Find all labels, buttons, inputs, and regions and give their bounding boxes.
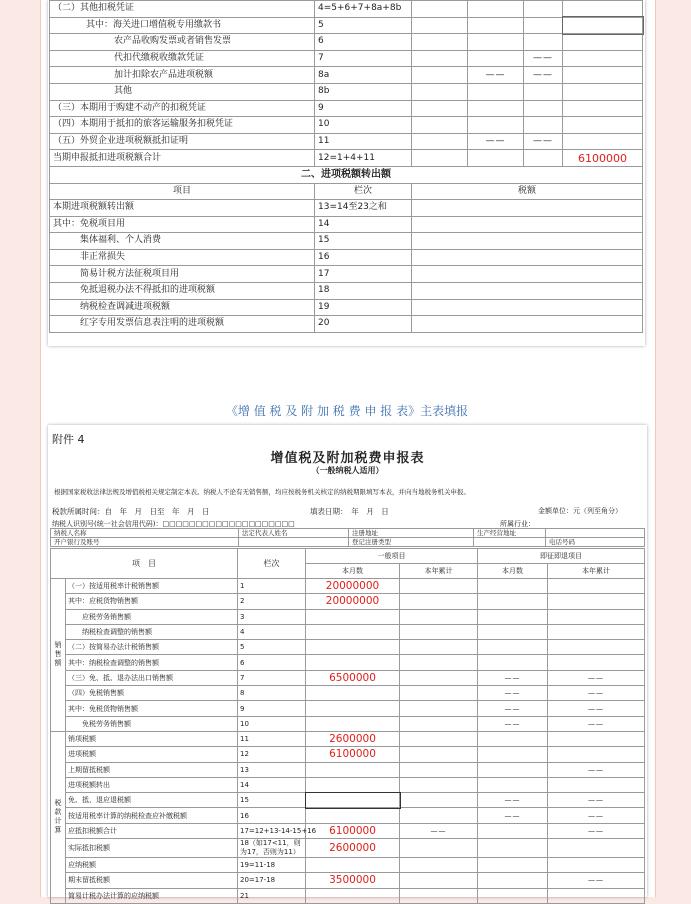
table-row [50,83,643,100]
refund-year-cell[interactable] [548,747,645,762]
row-col: 17 [315,266,412,283]
refund-year-cell[interactable]: —— [548,762,645,777]
table-row [50,100,643,117]
row-col: 10 [238,716,306,731]
row-amount[interactable] [563,117,643,134]
row-item: 上期留抵税额 [66,762,238,777]
biz-addr-label: 生产经营地址 [474,529,546,538]
general-month-cell[interactable] [306,701,400,716]
general-year-cell[interactable] [400,655,478,670]
table-row [51,888,645,903]
row-cell[interactable] [524,100,563,117]
row-amount[interactable] [563,17,643,34]
refund-month-cell[interactable]: —— [478,808,548,823]
row-amount[interactable] [412,266,643,283]
general-year-cell[interactable]: —— [400,823,478,838]
reg-addr-label: 注册地址 [349,529,474,538]
row-col: 21 [238,888,306,903]
row-item: 进项税额 [66,747,238,762]
group-tax-label: 税款计算 [51,731,66,903]
form-title: 增值税及附加税费申报表 [270,451,425,466]
head-item: 项 目 [51,549,238,579]
row-col: 20=17-18 [238,873,306,888]
row-cell[interactable] [468,83,524,100]
refund-month-cell[interactable] [478,655,548,670]
table-row [51,701,645,716]
header-amount: 税额 [412,183,643,199]
row-cell[interactable] [524,117,563,134]
table-row [51,670,645,685]
group-sales-label: 销售额 [51,579,66,732]
row-col: 4 [238,624,306,639]
general-month-cell[interactable] [306,640,400,655]
row-cell[interactable] [524,150,563,167]
head-general-month: 本月数 [306,564,400,579]
refund-month-cell[interactable] [478,762,548,777]
refund-year-cell[interactable] [548,858,645,873]
general-month-cell[interactable]: 3500000 [306,873,400,888]
row-amount[interactable] [563,83,643,100]
table-row [51,579,645,594]
row-col: 11 [315,133,412,150]
table-row [51,624,645,639]
table-row [51,655,645,670]
general-month-cell[interactable] [306,609,400,624]
general-year-cell[interactable] [400,640,478,655]
row-col: 14 [238,777,306,792]
general-month-cell[interactable] [306,624,400,639]
row-col: 10 [315,117,412,134]
table-row [50,266,643,283]
general-month-cell[interactable] [306,888,400,903]
header-item: 项目 [50,183,315,199]
row-cell[interactable] [468,50,524,67]
row-item: 简易计税办法计算的应纳税额 [66,888,238,903]
row-item: 免税劳务销售额 [66,716,238,731]
refund-year-cell[interactable]: —— [548,686,645,701]
row-amount[interactable] [563,50,643,67]
row-cell[interactable] [412,1,468,18]
row-col: 3 [238,609,306,624]
bank-label: 开户银行及账号 [51,538,239,547]
row-col: 7 [315,50,412,67]
row-cell[interactable] [468,150,524,167]
refund-month-cell[interactable] [478,747,548,762]
table-row [50,249,643,266]
taxpayer-id: 纳税人识别号(统一社会信用代码)：□□□□□□□□□□□□□□□□□□□□ [52,520,295,528]
head-refund-year: 本年累计 [548,564,645,579]
header-col: 栏次 [315,183,412,199]
row-col: 5 [238,640,306,655]
vat-main-table [50,548,645,904]
refund-month-cell[interactable] [478,624,548,639]
row-amount[interactable]: 6100000 [563,150,643,167]
refund-month-cell[interactable] [478,640,548,655]
row-cell[interactable]: —— [524,67,563,84]
table-row [51,873,645,888]
row-item: 其中：免税货物销售额 [66,701,238,716]
table-row [50,199,643,216]
row-cell[interactable] [524,17,563,34]
row-cell[interactable] [412,50,468,67]
table-row [51,686,645,701]
table-row [50,17,643,34]
general-month-cell[interactable] [306,793,400,808]
general-year-cell[interactable] [400,888,478,903]
refund-month-cell[interactable] [478,873,548,888]
fill-date: 填表日期： 年 月 日 [310,507,389,516]
vat-form-sheet [48,425,647,900]
refund-year-cell[interactable]: —— [548,823,645,838]
general-year-cell[interactable] [400,624,478,639]
row-col: 18 [315,282,412,299]
row-item: 期末留抵税额 [66,873,238,888]
row-col: 20 [315,316,412,333]
row-item: 实际抵扣税额 [66,839,238,858]
row-item: 其中：纳税检查调整的销售额 [66,655,238,670]
refund-month-cell[interactable]: —— [478,716,548,731]
row-cell[interactable] [468,17,524,34]
row-col: 9 [315,100,412,117]
row-amount[interactable] [412,316,643,333]
row-item: 其他 [50,83,315,100]
general-year-cell[interactable] [400,777,478,792]
refund-year-cell[interactable] [548,579,645,594]
phone-label: 电话号码 [546,538,645,547]
row-col: 14 [315,216,412,233]
general-month-cell[interactable] [306,858,400,873]
row-amount[interactable] [563,100,643,117]
general-month-cell[interactable]: 2600000 [306,839,400,858]
form-subtitle: （一般纳税人适用） [311,466,384,475]
row-col: 19=11-18 [238,858,306,873]
refund-year-cell[interactable] [548,609,645,624]
row-cell[interactable] [412,17,468,34]
refund-month-cell[interactable]: —— [478,701,548,716]
refund-month-cell[interactable]: —— [478,686,548,701]
table-row [51,594,645,609]
attachment-label: 附件 4 [52,433,85,446]
table-row [50,67,643,84]
table-row [50,299,643,316]
amount-unit: 金额单位：元（列至角分） [538,507,622,515]
section-caption: 《增 值 税 及 附 加 税 费 申 报 表》主表填报 [225,404,469,418]
general-month-cell[interactable]: 20000000 [306,579,400,594]
table-row [50,150,643,167]
general-month-cell[interactable] [306,655,400,670]
refund-month-cell[interactable] [478,579,548,594]
general-year-cell[interactable] [400,701,478,716]
head-general: 一般项目 [306,549,478,564]
head-general-year: 本年累计 [400,564,478,579]
row-item: 其中：免税项目用 [50,216,315,233]
row-cell[interactable]: —— [468,67,524,84]
refund-year-cell[interactable]: —— [548,716,645,731]
general-year-cell[interactable] [400,762,478,777]
table-row [50,233,643,250]
row-amount[interactable] [412,299,643,316]
table-row [50,117,643,134]
row-item: 集体福利、个人消费 [50,233,315,250]
reg-type-label: 登记注册类型 [349,538,474,547]
general-month-cell[interactable] [306,762,400,777]
table-row [51,747,645,762]
taxpayer-name-label: 纳税人名称 [51,529,239,538]
refund-year-cell[interactable] [548,839,645,858]
row-amount[interactable] [412,249,643,266]
row-cell[interactable] [524,34,563,51]
table-row [51,823,645,838]
general-year-cell[interactable] [400,731,478,746]
refund-year-cell[interactable]: —— [548,808,645,823]
row-cell[interactable] [412,83,468,100]
row-col: 13=14至23之和 [315,199,412,216]
general-month-cell[interactable]: 2600000 [306,731,400,746]
row-amount[interactable] [563,133,643,150]
table-row [50,50,643,67]
table-row [51,777,645,792]
row-cell[interactable] [412,150,468,167]
general-month-cell[interactable]: 6500000 [306,670,400,685]
table-row [51,640,645,655]
head-refund-month: 本月数 [478,564,548,579]
section-title: 二、进项税额转出额 [50,166,643,183]
refund-month-cell[interactable] [478,777,548,792]
general-month-cell[interactable] [306,686,400,701]
row-cell[interactable]: —— [468,133,524,150]
table-row [50,282,643,299]
row-item: 应抵扣税额合计 [66,823,238,838]
general-year-cell[interactable] [400,858,478,873]
table-row [51,762,645,777]
row-item: （三）免、抵、退办法出口销售额 [66,670,238,685]
table-row [51,716,645,731]
general-month-cell[interactable]: 20000000 [306,594,400,609]
refund-month-cell[interactable] [478,609,548,624]
refund-month-cell[interactable]: —— [478,670,548,685]
row-amount[interactable] [563,34,643,51]
refund-month-cell[interactable] [478,594,548,609]
row-col: 2 [238,594,306,609]
row-item: （二）按简易办法计税销售额 [66,640,238,655]
industry-label: 所属行业： [500,520,535,528]
general-year-cell[interactable] [400,670,478,685]
general-month-cell[interactable]: 6100000 [306,823,400,838]
refund-month-cell[interactable] [478,823,548,838]
refund-year-cell[interactable] [548,594,645,609]
table-row [51,808,645,823]
refund-month-cell[interactable] [478,888,548,903]
row-item: （五）外贸企业进项税额抵扣证明 [50,133,315,150]
row-item: 纳税检查调整的销售额 [66,624,238,639]
refund-month-cell[interactable]: —— [478,793,548,808]
row-amount[interactable] [412,282,643,299]
row-col: 16 [238,808,306,823]
refund-year-cell[interactable]: —— [548,793,645,808]
row-col: 6 [238,655,306,670]
row-col: 6 [315,34,412,51]
deduction-voucher-table [49,0,643,167]
row-item: 纳税检查调减进项税额 [50,299,315,316]
general-year-cell[interactable] [400,594,478,609]
row-cell[interactable] [412,34,468,51]
row-col: 13 [238,762,306,777]
general-year-cell[interactable] [400,686,478,701]
refund-month-cell[interactable] [478,731,548,746]
refund-month-cell[interactable] [478,839,548,858]
row-col: 5 [315,17,412,34]
row-cell[interactable]: —— [524,50,563,67]
row-amount[interactable] [563,67,643,84]
row-col: 15 [238,793,306,808]
refund-year-cell[interactable] [548,777,645,792]
row-item: 红字专用发票信息表注明的进项税额 [50,316,315,333]
row-col: 7 [238,670,306,685]
row-item: （一）按适用税率计税销售额 [66,579,238,594]
input-tax-transfer-table [49,166,643,333]
row-col: 8 [238,686,306,701]
row-col: 16 [315,249,412,266]
general-year-cell[interactable] [400,609,478,624]
table-row [51,858,645,873]
row-cell[interactable] [412,100,468,117]
row-cell[interactable] [412,133,468,150]
row-item: 其中：应税货物销售额 [66,594,238,609]
row-item: 免抵退税办法不得抵扣的进项税额 [50,282,315,299]
row-amount[interactable] [412,216,643,233]
general-month-cell[interactable]: 6100000 [306,747,400,762]
table-row [51,839,645,858]
row-col: 8a [315,67,412,84]
table-row [51,731,645,746]
table-row [50,34,643,51]
row-col: 19 [315,299,412,316]
row-cell[interactable] [468,1,524,18]
row-col: 18（如17<11，则为17，否则为11） [238,839,306,858]
row-col: 8b [315,83,412,100]
legal-rep-label: 法定代表人姓名 [239,529,349,538]
row-item: 当期申报抵扣进项税额合计 [50,150,315,167]
table-row [50,1,643,18]
row-col: 4=5+6+7+8a+8b [315,1,412,18]
row-cell[interactable] [468,117,524,134]
row-item: 代扣代缴税收缴款凭证 [50,50,315,67]
row-item: （三）本期用于购建不动产的扣税凭证 [50,100,315,117]
refund-year-cell[interactable]: —— [548,873,645,888]
general-year-cell[interactable] [400,579,478,594]
refund-year-cell[interactable]: —— [548,701,645,716]
row-amount[interactable] [412,199,643,216]
row-cell[interactable] [468,100,524,117]
row-cell[interactable] [412,67,468,84]
head-col: 栏次 [238,549,306,579]
row-item: 销项税额 [66,731,238,746]
general-year-cell[interactable] [400,873,478,888]
refund-year-cell[interactable] [548,624,645,639]
refund-month-cell[interactable] [478,858,548,873]
refund-year-cell[interactable]: —— [548,670,645,685]
refund-year-cell[interactable] [548,640,645,655]
table-row [50,316,643,333]
row-col: 1 [238,579,306,594]
general-year-cell[interactable] [400,808,478,823]
row-col: 17=12+13-14-15+16 [238,823,306,838]
table-row [50,216,643,233]
row-item: 免、抵、退应退税额 [66,793,238,808]
row-col: 12 [238,747,306,762]
row-item: 应税劳务销售额 [66,609,238,624]
row-item: 加计扣除农产品进项税额 [50,67,315,84]
general-year-cell[interactable] [400,839,478,858]
general-month-cell[interactable] [306,716,400,731]
row-item: 简易计税方法征税项目用 [50,266,315,283]
general-month-cell[interactable] [306,777,400,792]
upper-sheet [48,0,645,346]
row-cell[interactable]: —— [524,133,563,150]
row-cell[interactable] [468,34,524,51]
row-item: 按适用税率计算的纳税检查应补缴税额 [66,808,238,823]
row-col: 15 [315,233,412,250]
tax-period: 税款所属时间：自 年 月 日至 年 月 日 [52,507,210,516]
head-refund: 即征即退项目 [478,549,645,564]
row-item: 应纳税额 [66,858,238,873]
row-item: 其中：海关进口增值税专用缴款书 [50,17,315,34]
table-row [51,793,645,808]
row-cell[interactable] [412,117,468,134]
taxpayer-info-table [50,528,645,547]
refund-year-cell[interactable] [548,731,645,746]
row-col: 9 [238,701,306,716]
row-cell[interactable] [524,1,563,18]
general-year-cell[interactable] [400,793,478,808]
form-notice: 根据国家税收法律法规及增值税相关规定制定本表。纳税人不论有无销售额，均应按税务机关核定的纳税期限填写本表，并向当地税务机关申报。 [54,488,470,496]
row-item: 非正常损失 [50,249,315,266]
row-amount[interactable] [412,233,643,250]
row-amount[interactable] [563,1,643,18]
row-item: （四）本期用于抵扣的旅客运输服务扣税凭证 [50,117,315,134]
general-month-cell[interactable] [306,808,400,823]
row-item: （二）其他扣税凭证 [50,1,315,18]
general-year-cell[interactable] [400,716,478,731]
row-item: 农产品收购发票或者销售发票 [50,34,315,51]
table-row [50,133,643,150]
row-col: 11 [238,731,306,746]
row-col: 12=1+4+11 [315,150,412,167]
table-row [51,609,645,624]
row-item: 进项税额转出 [66,777,238,792]
row-cell[interactable] [524,83,563,100]
row-item: 本期进项税额转出额 [50,199,315,216]
refund-year-cell[interactable] [548,888,645,903]
refund-year-cell[interactable] [548,655,645,670]
general-year-cell[interactable] [400,747,478,762]
row-item: （四）免税销售额 [66,686,238,701]
